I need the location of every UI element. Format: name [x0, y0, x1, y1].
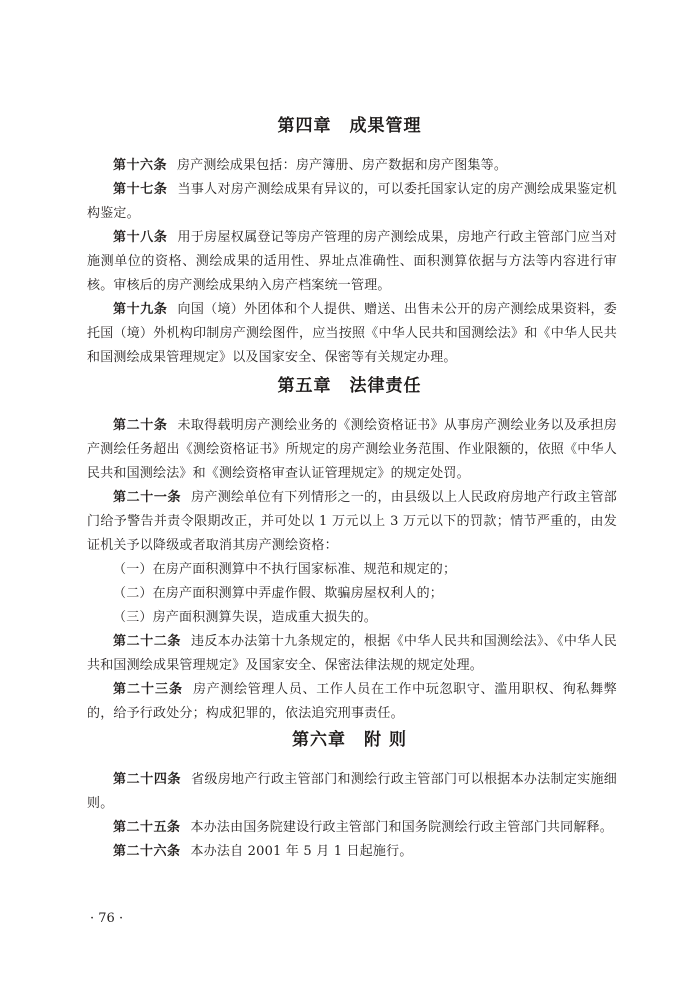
article-text: 房产测绘成果包括：房产簿册、房产数据和房产图集等。 [177, 158, 508, 173]
list-item-text: （二）在房产面积测算中弄虚作假、欺骗房屋权利人的； [113, 586, 444, 601]
page-number: · 76 · [90, 911, 124, 926]
article-text: 本办法由国务院建设行政主管部门和国务院测绘行政主管部门共同解释。 [190, 820, 613, 835]
article-number: 第十八条 [113, 230, 168, 245]
article-number: 第二十二条 [113, 634, 182, 649]
article-number: 第二十三条 [113, 682, 183, 697]
article-text: 当事人对房产测绘成果有异议的，可以委托国家认定的房产测绘成果鉴定机构鉴定。 [87, 182, 617, 221]
article [87, 154, 617, 178]
article-text: 未取得载明房产测绘业务的《测绘资格证书》从事房产测绘业务以及承担房产测绘任务超出《测绘资格证书》所规定的房产测绘业务范围、作业限额的，依照《中华人民共和国测绘法》和《测绘资格审查认证管理规定》的规定处罚。 [87, 418, 617, 481]
article-number: 第十六条 [113, 158, 168, 173]
chapter-title: 第四章 成果管理 [277, 116, 422, 136]
article-text: 本办法自 2001 年 5 月 1 日起施行。 [190, 844, 413, 859]
article-text: 向国（境）外团体和个人提供、赠送、出售未公开的房产测绘成果资料，委托国（境）外机构印制房产测绘图件，应当按照《中华人民共和国测绘法》和《中华人民共和国测绘成果管理规定》以及国家安全、保密等有关规定办理。 [87, 302, 617, 365]
article-number: 第十九条 [113, 302, 168, 317]
article [87, 226, 617, 298]
article [87, 178, 617, 226]
article-number: 第二十五条 [113, 820, 181, 835]
article-number: 第十七条 [113, 182, 168, 197]
list-item [87, 582, 617, 606]
article [87, 816, 617, 840]
chapter-body [87, 768, 617, 864]
article-text: 房产测绘单位有下列情形之一的，由县级以上人民政府房地产行政主管部门给予警告并责令限期改正，并可处以 1 万元以上 3 万元以下的罚款；情节严重的，由发证机关予以降级或者取消其房产测绘资格： [87, 490, 617, 553]
list-item-text: （一）在房产面积测算中不执行国家标准、规范和规定的； [113, 562, 457, 577]
article-number: 第二十六条 [113, 844, 181, 859]
article-number: 第二十四条 [113, 772, 182, 787]
article [87, 768, 617, 816]
article [87, 678, 617, 726]
article [87, 840, 617, 864]
chapter-body [87, 414, 617, 726]
chapter-title: 第六章 附 则 [292, 730, 407, 750]
article-text: 用于房屋权属登记等房产管理的房产测绘成果，房地产行政主管部门应当对施测单位的资格、测绘成果的适用性、界址点准确性、面积测算依据与方法等内容进行审核。审核后的房产测绘成果纳入房产档案统一管理。 [87, 230, 617, 293]
article [87, 630, 617, 678]
list-item-text: （三）房产面积测算失误，造成重大损失的。 [113, 610, 378, 625]
article [87, 486, 617, 558]
list-item [87, 558, 617, 582]
article [87, 414, 617, 486]
article-number: 第二十一条 [113, 490, 182, 505]
article [87, 298, 617, 370]
article-number: 第二十条 [113, 418, 168, 433]
article-text: 省级房地产行政主管部门和测绘行政主管部门可以根据本办法制定实施细则。 [87, 772, 617, 811]
chapter-body [87, 154, 617, 370]
chapter-title: 第五章 法律责任 [277, 376, 422, 396]
list-item [87, 606, 617, 630]
article-text: 房产测绘管理人员、工作人员在工作中玩忽职守、滥用职权、徇私舞弊的，给予行政处分；构成犯罪的，依法追究刑事责任。 [87, 682, 617, 721]
article-text: 违反本办法第十九条规定的，根据《中华人民共和国测绘法》、《中华人民共和国测绘成果管理规定》及国家安全、保密法律法规的规定处理。 [87, 634, 617, 673]
